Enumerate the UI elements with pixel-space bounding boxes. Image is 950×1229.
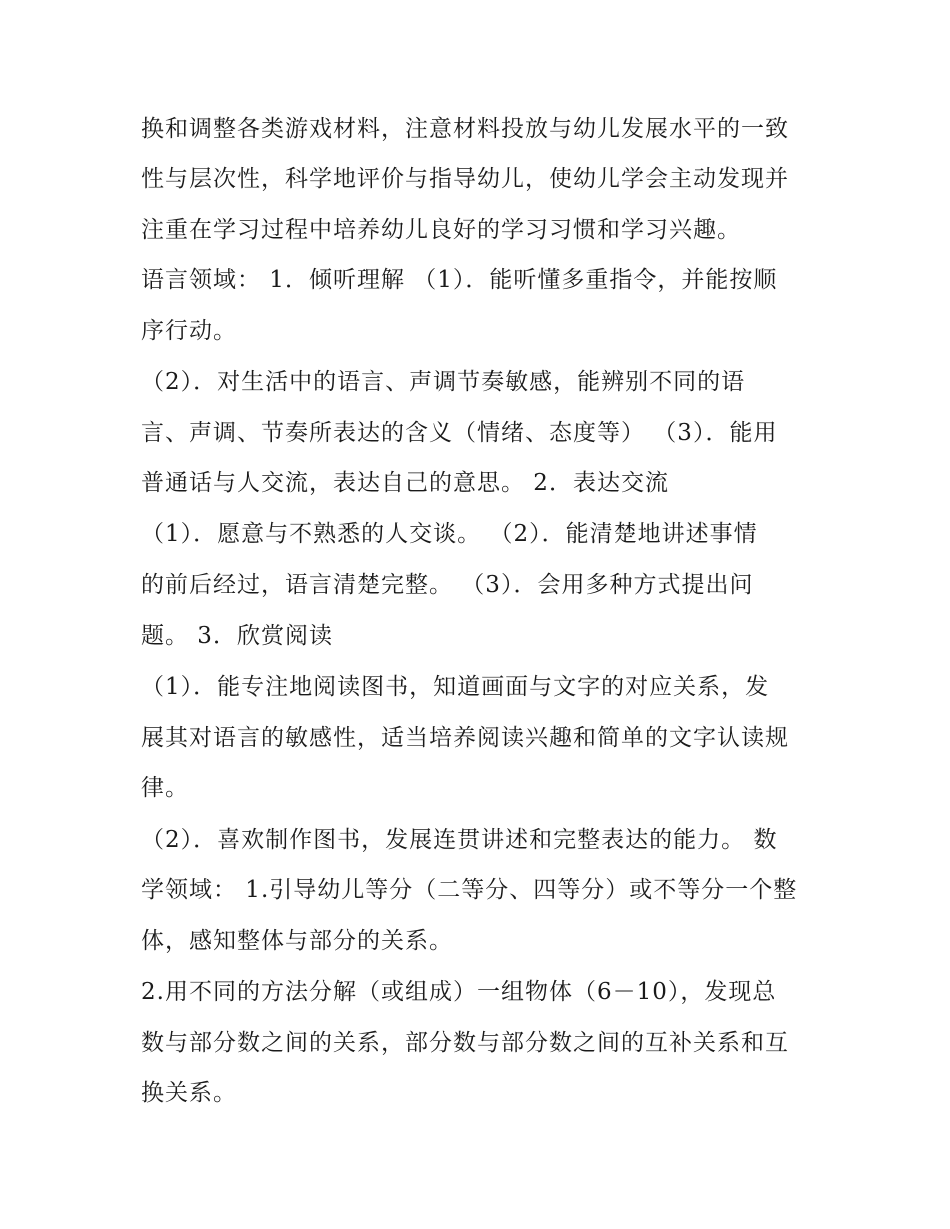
text-line: 注重在学习过程中培养幼儿良好的学习习惯和学习兴趣。	[141, 217, 741, 243]
text-line: 展其对语言的敏感性，适当培养阅读兴趣和简单的文字认读规	[141, 725, 789, 751]
text-line: 换关系。	[141, 1080, 237, 1106]
text-line: 普通话与人交流，表达自己的意思。 2．表达交流	[141, 470, 669, 496]
text-line: 性与层次性，科学地评价与指导幼儿，使幼儿学会主动发现并	[141, 166, 789, 192]
text-line: 换和调整各类游戏材料，注意材料投放与幼儿发展水平的一致	[141, 116, 789, 142]
text-line: （1）．能专注地阅读图书，知道画面与文字的对应关系，发	[141, 674, 770, 700]
text-line: 题。 3．欣赏阅读	[141, 623, 333, 649]
text-line: （2）．喜欢制作图书，发展连贯讲述和完整表达的能力。 数	[141, 827, 778, 853]
text-line: 体，感知整体与部分的关系。	[141, 928, 453, 954]
text-line: 序行动。	[141, 318, 237, 344]
text-line: 言、声调、节奏所表达的含义（情绪、态度等） （3）．能用	[141, 420, 778, 446]
text-line: 数与部分数之间的关系，部分数与部分数之间的互补关系和互	[141, 1030, 789, 1056]
text-line: 的前后经过，语言清楚完整。 （3）．会用多种方式提出问	[141, 572, 754, 598]
text-line: 学领域： 1.引导幼儿等分（二等分、四等分）或不等分一个整	[141, 877, 798, 903]
text-line: （1）．愿意与不熟悉的人交谈。 （2）．能清楚地讲述事情	[141, 521, 758, 547]
text-line: 2.用不同的方法分解（或组成）一组物体（6－10），发现总	[141, 979, 777, 1005]
text-line: （2）．对生活中的语言、声调节奏敏感，能辨别不同的语	[141, 369, 746, 395]
text-line: 语言领域： 1．倾听理解 （1）．能听懂多重指令，并能按顺	[141, 267, 778, 293]
text-line: 律。	[141, 775, 189, 801]
